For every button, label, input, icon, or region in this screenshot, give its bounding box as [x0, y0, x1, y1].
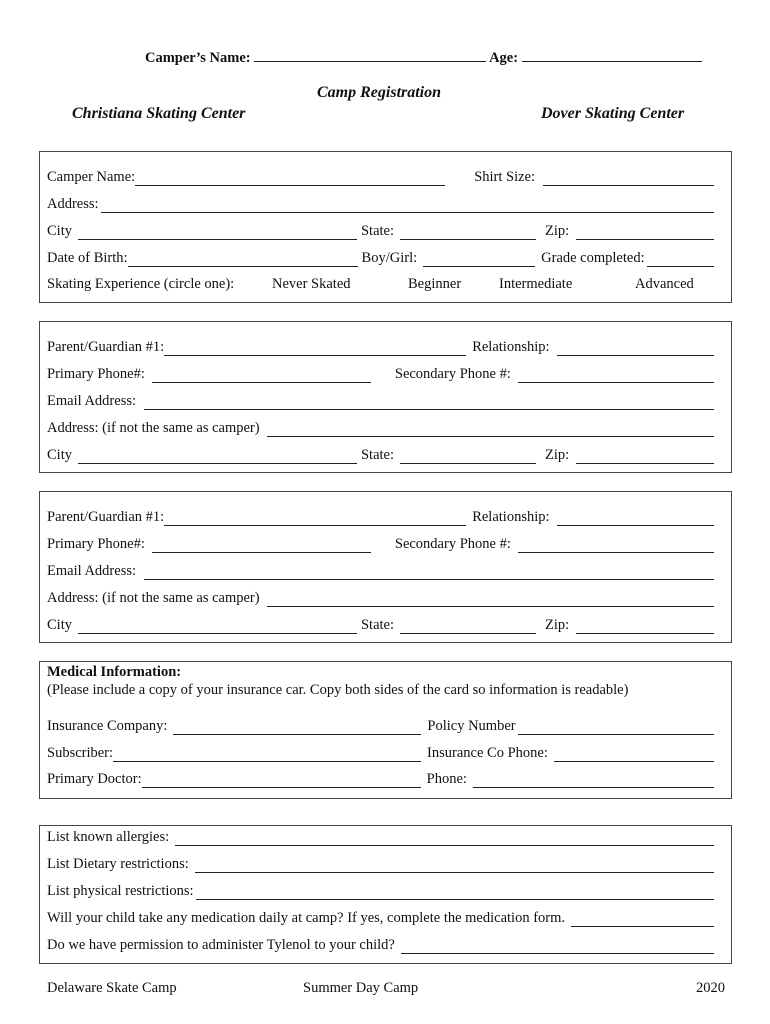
allergies-row[interactable]	[47, 828, 714, 846]
guardian1-address-row[interactable]	[47, 419, 714, 437]
medical-note: (Please include a copy of your insurance car. Copy both sides of the card so information is readable)	[47, 682, 629, 698]
guardian1-parent-line[interactable]	[164, 342, 466, 356]
guardian2-email-label: Email Address:	[47, 563, 137, 579]
zip-line[interactable]	[576, 226, 714, 240]
footer-center: Summer Day Camp	[303, 980, 419, 996]
guardian2-relationship-label: Relationship:	[472, 509, 550, 525]
campers-name-field[interactable]	[145, 48, 702, 67]
dietary-line[interactable]	[195, 859, 714, 873]
guardian1-secondary-phone-label: Secondary Phone #:	[394, 366, 511, 382]
guardian2-address-label: Address: (if not the same as camper)	[47, 590, 260, 606]
experience-label: Skating Experience (circle one):	[47, 276, 235, 292]
camper-dob-row[interactable]	[47, 249, 714, 267]
guardian1-email-line[interactable]	[144, 396, 714, 410]
guardian1-primary-phone-label: Primary Phone#:	[47, 366, 145, 382]
state-line[interactable]	[400, 226, 536, 240]
guardian2-email-row[interactable]	[47, 562, 714, 580]
campers-name-label: Camper’s Name:	[145, 50, 251, 66]
address-line[interactable]	[101, 199, 714, 213]
boy-girl-label: Boy/Girl:	[361, 250, 418, 266]
guardian1-secondary-phone-line[interactable]	[518, 369, 714, 383]
primary-doctor-line[interactable]	[142, 774, 421, 788]
tylenol-row[interactable]	[47, 936, 714, 954]
guardian2-parent-label: Parent/Guardian #1:	[47, 509, 165, 525]
dietary-row[interactable]	[47, 855, 714, 873]
tylenol-label: Do we have permission to administer Tylenol to your child?	[47, 937, 395, 953]
guardian1-zip-line[interactable]	[576, 450, 714, 464]
doctor-row[interactable]	[47, 770, 714, 788]
guardian2-parent-line[interactable]	[164, 512, 466, 526]
physical-line[interactable]	[196, 886, 714, 900]
camper-address-row[interactable]	[47, 195, 714, 213]
primary-doctor-label: Primary Doctor:	[47, 771, 142, 787]
dob-line[interactable]	[128, 253, 358, 267]
subscriber-row[interactable]	[47, 744, 714, 762]
medication-label: Will your child take any medication daily at camp? If yes, complete the medication form.	[47, 910, 566, 926]
subscriber-label: Subscriber:	[47, 745, 114, 761]
city-line[interactable]	[78, 226, 357, 240]
campers-name-line[interactable]	[254, 48, 486, 62]
guardian1-state-label: State:	[360, 447, 395, 463]
experience-beginner[interactable]: Beginner	[408, 276, 462, 292]
guardian2-state-label: State:	[360, 617, 395, 633]
medication-line[interactable]	[571, 913, 714, 927]
dob-label: Date of Birth:	[47, 250, 128, 266]
guardian2-state-line[interactable]	[400, 620, 536, 634]
guardian1-email-row[interactable]	[47, 392, 714, 410]
city-label: City	[47, 223, 72, 239]
guardian1-email-label: Email Address:	[47, 393, 137, 409]
insurance-phone-label: Insurance Co Phone:	[427, 745, 548, 761]
boy-girl-line[interactable]	[423, 253, 535, 267]
guardian1-relationship-label: Relationship:	[472, 339, 550, 355]
guardian2-address-row[interactable]	[47, 589, 714, 607]
guardian1-parent-label: Parent/Guardian #1:	[47, 339, 165, 355]
guardian1-address-line[interactable]	[267, 423, 714, 437]
guardian1-city-row[interactable]	[47, 446, 714, 464]
dietary-label: List Dietary restrictions:	[47, 856, 189, 872]
policy-number-label: Policy Number	[427, 718, 516, 734]
zip-label: Zip:	[545, 223, 570, 239]
footer-left: Delaware Skate Camp	[47, 980, 177, 996]
insurance-company-label: Insurance Company:	[47, 718, 168, 734]
experience-advanced[interactable]: Advanced	[635, 276, 694, 292]
shirt-size-label: Shirt Size:	[474, 169, 536, 185]
shirt-size-line[interactable]	[543, 172, 714, 186]
guardian2-parent-row[interactable]	[47, 508, 714, 526]
guardian2-address-line[interactable]	[267, 593, 714, 607]
guardian1-state-line[interactable]	[400, 450, 536, 464]
guardian1-primary-phone-line[interactable]	[152, 369, 371, 383]
dover-center-label: Dover Skating Center	[541, 105, 685, 122]
guardian1-phone-row[interactable]	[47, 365, 714, 383]
footer-year: 2020	[696, 980, 725, 996]
address-label: Address:	[47, 196, 99, 212]
tylenol-line[interactable]	[401, 940, 714, 954]
physical-row[interactable]	[47, 882, 714, 900]
age-label: Age:	[489, 50, 519, 66]
experience-intermediate[interactable]: Intermediate	[499, 276, 573, 292]
allergies-line[interactable]	[175, 832, 714, 846]
guardian2-secondary-phone-label: Secondary Phone #:	[394, 536, 511, 552]
camper-name-label: Camper Name:	[47, 169, 136, 185]
guardian2-primary-phone-label: Primary Phone#:	[47, 536, 145, 552]
guardian2-relationship-line[interactable]	[557, 512, 714, 526]
guardian1-parent-row[interactable]	[47, 338, 714, 356]
guardian2-city-line[interactable]	[78, 620, 357, 634]
policy-number-line[interactable]	[518, 721, 714, 735]
medical-heading: Medical Information:	[47, 664, 182, 680]
guardian2-zip-line[interactable]	[576, 620, 714, 634]
camper-name-line[interactable]	[135, 172, 445, 186]
state-label: State:	[360, 223, 395, 239]
subscriber-line[interactable]	[113, 748, 421, 762]
guardian2-city-row[interactable]	[47, 616, 714, 634]
christiana-center-label: Christiana Skating Center	[72, 105, 246, 122]
guardian1-city-line[interactable]	[78, 450, 357, 464]
medication-row[interactable]	[47, 909, 714, 927]
camper-name-row[interactable]	[47, 168, 714, 186]
camper-city-row[interactable]	[47, 222, 714, 240]
guardian2-primary-phone-line[interactable]	[152, 539, 371, 553]
insurance-row[interactable]	[47, 717, 714, 735]
experience-never-skated[interactable]: Never Skated	[272, 276, 351, 292]
guardian1-relationship-line[interactable]	[557, 342, 714, 356]
guardian1-city-label: City	[47, 447, 72, 463]
grade-label: Grade completed:	[541, 250, 645, 266]
physical-label: List physical restrictions:	[47, 883, 194, 899]
insurance-company-line[interactable]	[173, 721, 421, 735]
guardian1-address-label: Address: (if not the same as camper)	[47, 420, 260, 436]
doctor-phone-label: Phone:	[426, 771, 467, 787]
allergies-label: List known allergies:	[47, 829, 170, 845]
form-title: Camp Registration	[317, 84, 442, 101]
insurance-phone-line[interactable]	[554, 748, 714, 762]
guardian2-email-line[interactable]	[144, 566, 714, 580]
guardian2-city-label: City	[47, 617, 72, 633]
age-line[interactable]	[522, 48, 702, 62]
grade-line[interactable]	[647, 253, 714, 267]
guardian2-zip-label: Zip:	[545, 617, 570, 633]
guardian2-secondary-phone-line[interactable]	[518, 539, 714, 553]
doctor-phone-line[interactable]	[473, 774, 714, 788]
guardian2-phone-row[interactable]	[47, 535, 714, 553]
guardian1-zip-label: Zip:	[545, 447, 570, 463]
